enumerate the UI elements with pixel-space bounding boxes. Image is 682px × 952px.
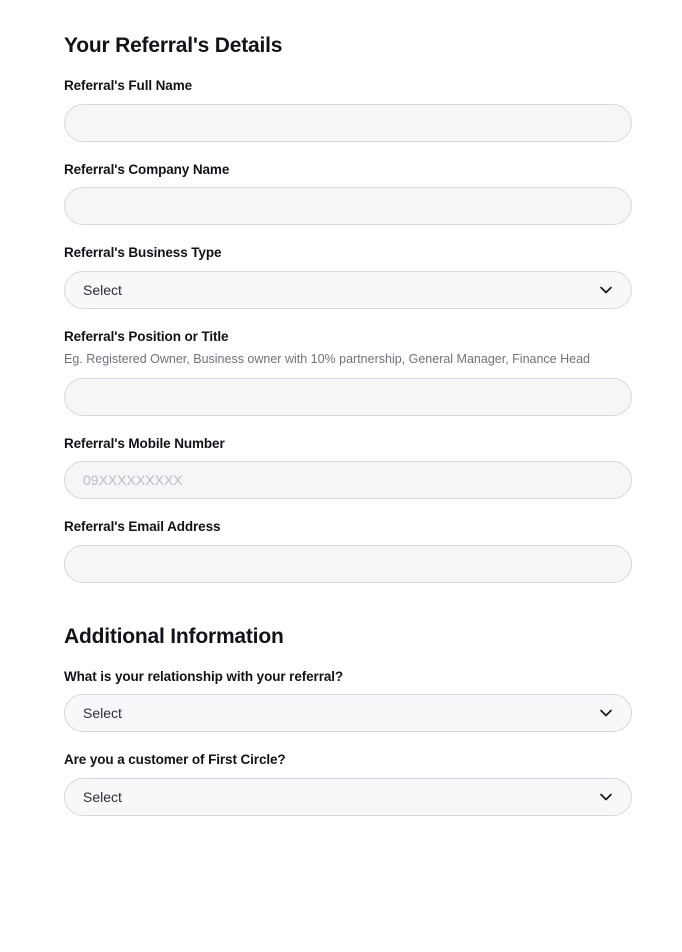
referral-position-or-title-input[interactable]	[64, 378, 632, 416]
field-referral-full-name	[64, 77, 634, 142]
field-label: Referral's Mobile Number	[64, 435, 225, 451]
field-label: Referral's Business Type	[64, 245, 222, 261]
field-label: Referral's Email Address	[64, 519, 221, 535]
referral-full-name-input[interactable]	[64, 104, 632, 142]
customer-of-first-circle-select[interactable]	[64, 778, 632, 816]
select-value: Select	[83, 788, 122, 805]
section-title-additional-information: Additional Information	[64, 624, 284, 648]
referral-form	[64, 0, 634, 816]
field-referral-company-name	[64, 161, 634, 226]
referral-mobile-number-input[interactable]	[64, 461, 632, 499]
field-label: What is your relationship with your referral?	[64, 668, 344, 684]
chevron-down-icon	[597, 281, 615, 299]
field-label: Referral's Full Name	[64, 78, 193, 94]
field-referral-position-or-title	[64, 328, 634, 416]
select-value: Select	[83, 705, 122, 722]
field-label: Referral's Position or Title	[64, 328, 229, 344]
field-referral-mobile-number	[64, 435, 634, 500]
referral-business-type-select[interactable]	[64, 271, 632, 309]
select-value: Select	[83, 281, 122, 298]
relationship-with-referral-select[interactable]	[64, 694, 632, 732]
field-customer-of-first-circle	[64, 751, 634, 816]
field-label: Are you a customer of First Circle?	[64, 752, 286, 768]
field-hint: Eg. Registered Owner, Business owner with 10% partnership, General Manager, Finance Head	[64, 352, 590, 367]
input-placeholder: 09XXXXXXXXX	[83, 472, 183, 489]
chevron-down-icon	[597, 788, 615, 806]
field-referral-email-address	[64, 518, 634, 583]
chevron-down-icon	[597, 704, 615, 722]
field-referral-business-type	[64, 244, 634, 309]
referral-company-name-input[interactable]	[64, 187, 632, 225]
field-relationship-with-referral	[64, 668, 634, 733]
field-label: Referral's Company Name	[64, 161, 230, 177]
referral-email-address-input[interactable]	[64, 545, 632, 583]
section-title-referral-details: Your Referral's Details	[64, 34, 283, 57]
